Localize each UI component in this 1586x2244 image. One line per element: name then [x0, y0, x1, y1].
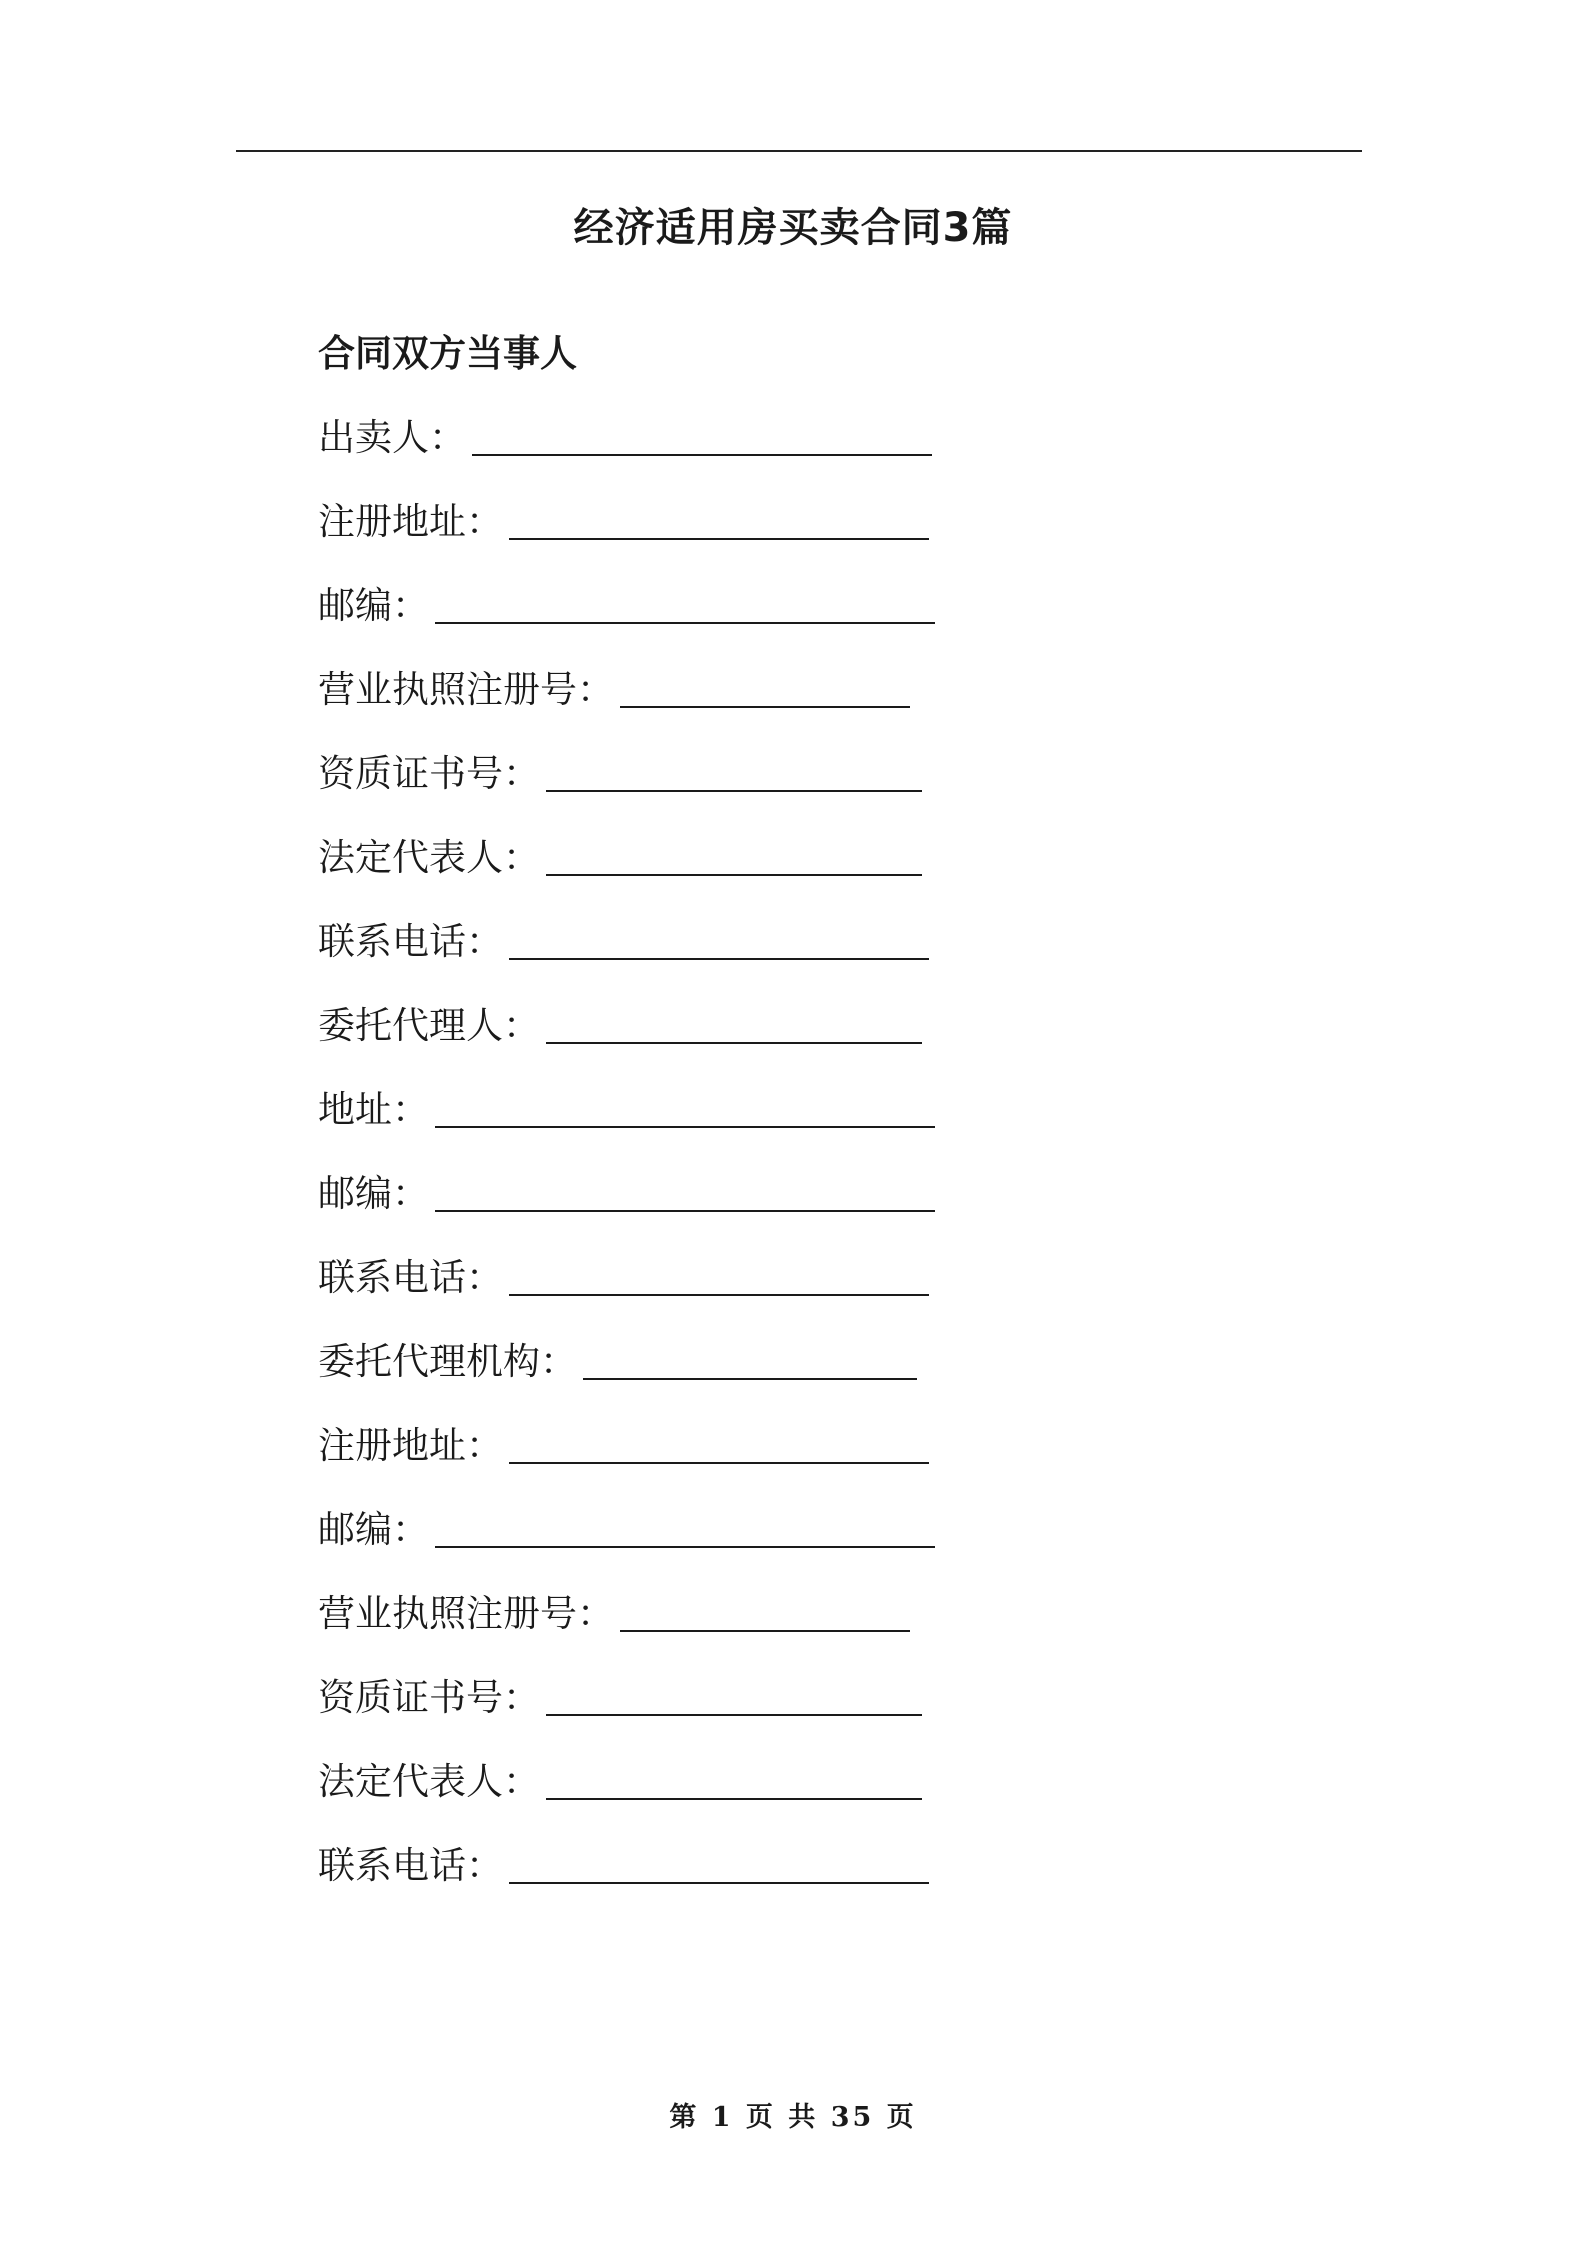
field-label: 地址： — [318, 1088, 429, 1131]
blank-line — [435, 1210, 935, 1212]
blank-line — [583, 1378, 917, 1380]
field-row-seller — [318, 412, 932, 464]
field-row-postcode — [318, 1504, 935, 1556]
field-row-qualification-cert — [318, 1672, 922, 1724]
blank-line — [435, 622, 935, 624]
blank-line — [435, 1546, 935, 1548]
field-label: 营业执照注册号： — [318, 1592, 614, 1635]
blank-line — [509, 958, 929, 960]
field-row-registered-address — [318, 496, 929, 548]
field-row-agent — [318, 1000, 922, 1052]
field-label: 委托代理机构： — [318, 1340, 577, 1383]
field-label: 邮编： — [318, 1172, 429, 1215]
field-label: 联系电话： — [318, 920, 503, 963]
blank-line — [509, 1882, 929, 1884]
field-row-business-license — [318, 664, 910, 716]
field-label: 注册地址： — [318, 500, 503, 543]
field-label: 出卖人： — [318, 416, 466, 459]
field-label: 联系电话： — [318, 1256, 503, 1299]
blank-line — [435, 1126, 935, 1128]
blank-line — [546, 1798, 922, 1800]
field-row-postcode — [318, 1168, 935, 1220]
document-title: 经济适用房买卖合同3篇 — [573, 205, 1013, 251]
field-label: 法定代表人： — [318, 836, 540, 879]
blank-line — [620, 1630, 910, 1632]
field-row-legal-rep — [318, 832, 922, 884]
field-row-agency — [318, 1336, 917, 1388]
blank-line — [509, 538, 929, 540]
blank-line — [546, 1042, 922, 1044]
blank-line — [546, 790, 922, 792]
field-label: 联系电话： — [318, 1844, 503, 1887]
field-label: 委托代理人： — [318, 1004, 540, 1047]
blank-line — [472, 454, 932, 456]
field-label: 资质证书号： — [318, 752, 540, 795]
field-label: 注册地址： — [318, 1424, 503, 1467]
field-row-qualification-cert — [318, 748, 922, 800]
field-label: 邮编： — [318, 1508, 429, 1551]
field-label: 邮编： — [318, 584, 429, 627]
field-label: 法定代表人： — [318, 1760, 540, 1803]
field-label: 营业执照注册号： — [318, 668, 614, 711]
page-indicator: 第 1 页 共 35 页 — [669, 2102, 917, 2133]
blank-line — [509, 1294, 929, 1296]
blank-line — [509, 1462, 929, 1464]
field-row-phone — [318, 1840, 929, 1892]
field-row-legal-rep — [318, 1756, 922, 1808]
blank-line — [546, 874, 922, 876]
blank-line — [546, 1714, 922, 1716]
field-row-registered-address — [318, 1420, 929, 1472]
section-heading: 合同双方当事人 — [318, 332, 577, 375]
field-label: 资质证书号： — [318, 1676, 540, 1719]
field-row-business-license — [318, 1588, 910, 1640]
header-rule — [236, 150, 1362, 152]
field-row-address — [318, 1084, 935, 1136]
field-row-phone — [318, 1252, 929, 1304]
field-row-postcode — [318, 580, 935, 632]
field-row-phone — [318, 916, 929, 968]
blank-line — [620, 706, 910, 708]
